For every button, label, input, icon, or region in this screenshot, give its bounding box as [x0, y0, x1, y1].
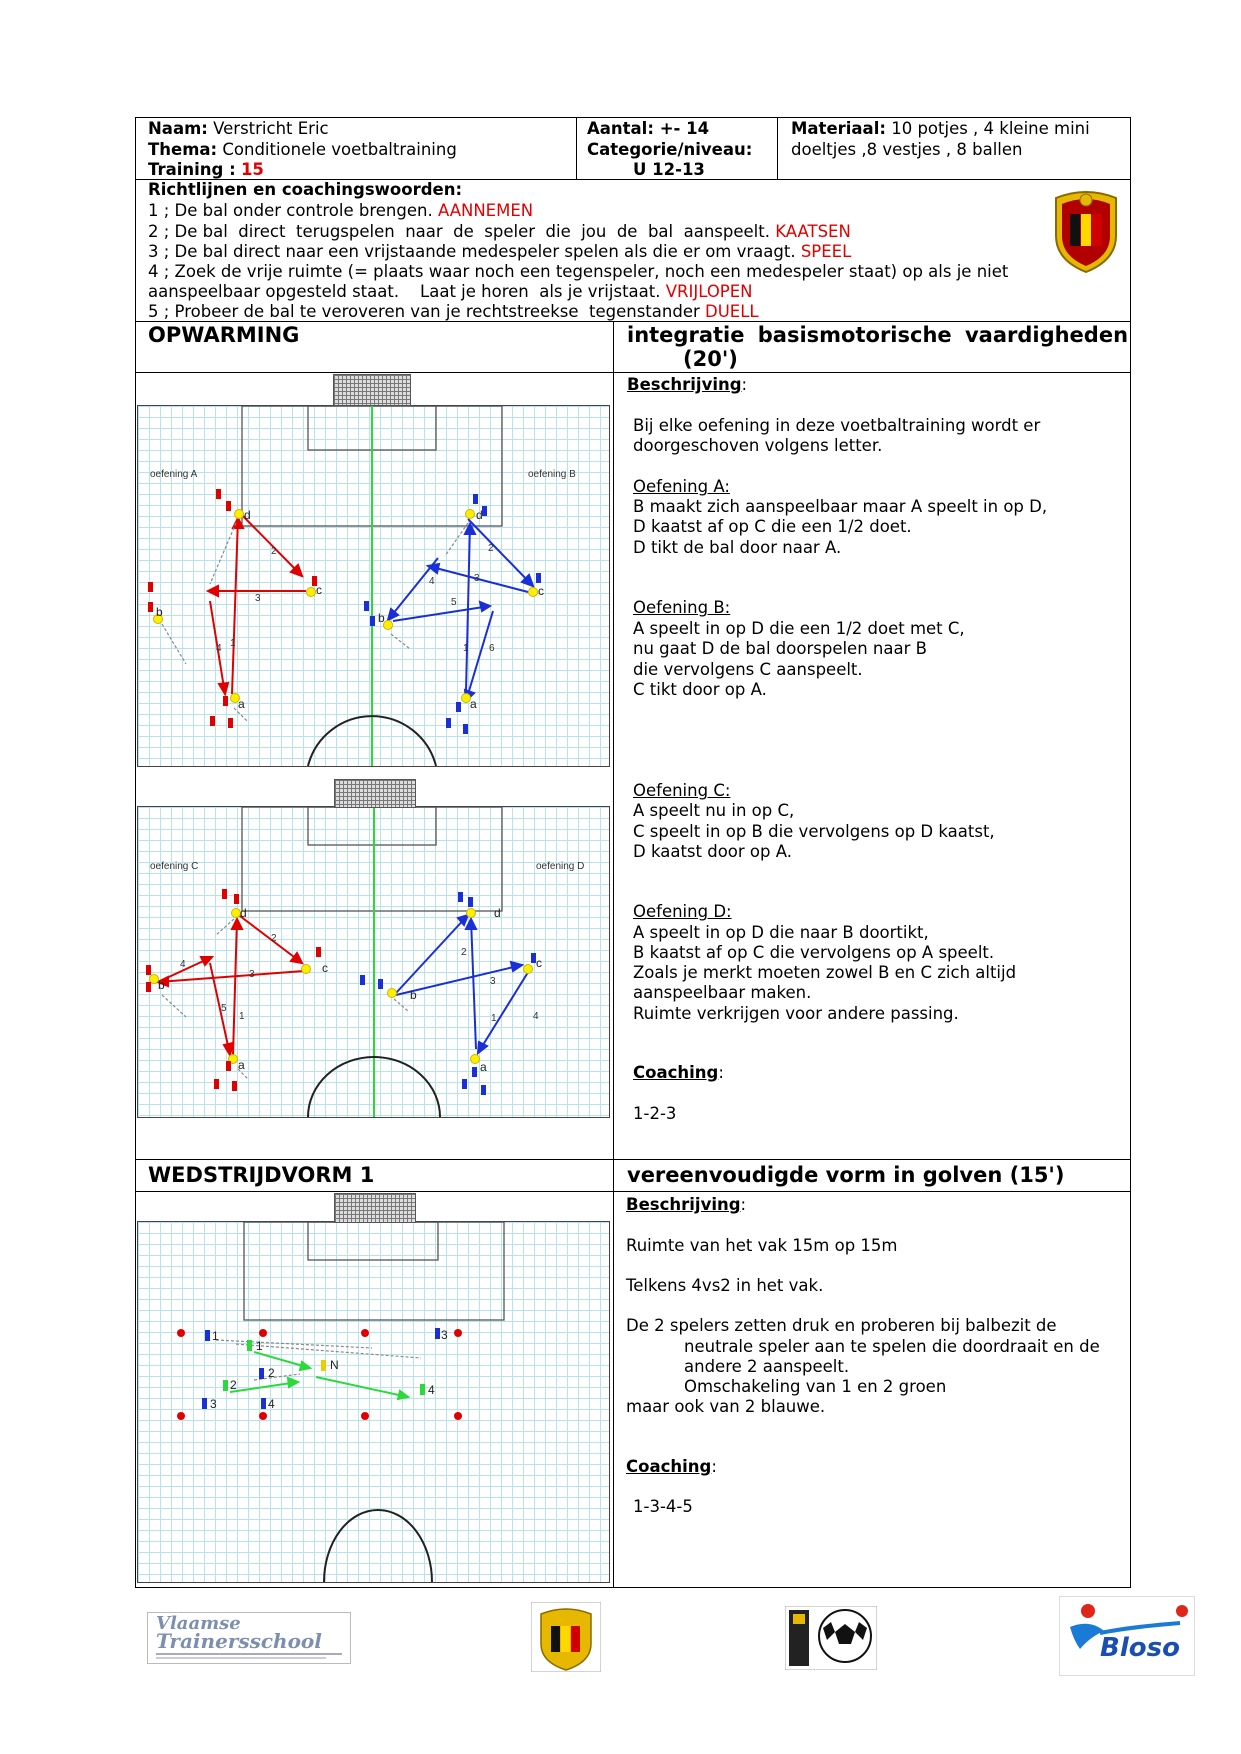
oefening-d-line-2: B kaatst af op C die vervolgens op A speelt. — [633, 943, 995, 962]
svg-text:a: a — [470, 697, 477, 711]
intro-line-2: doorgeschoven volgens letter. — [633, 436, 883, 455]
wedstrijd-line-3b: neutrale speler aan te spelen die doordraait en de — [684, 1337, 1100, 1356]
oefening-c-line-3: D kaatst door op A. — [633, 842, 792, 861]
kbvb-crest-footer-logo — [531, 1602, 601, 1672]
svg-text:4: 4 — [533, 1011, 539, 1022]
svg-text:2: 2 — [268, 1366, 275, 1380]
svg-text:b: b — [378, 611, 385, 625]
svg-text:3: 3 — [474, 573, 480, 584]
middle-column-divider — [613, 321, 614, 1588]
aantal-label: Aantal: — [587, 119, 654, 138]
svg-text:4: 4 — [268, 1397, 275, 1411]
svg-text:d: d — [494, 906, 501, 920]
richtlijn-1-text: 1 ; De bal onder controle brengen. — [148, 201, 433, 220]
naam-value: Verstricht Eric — [213, 119, 329, 138]
svg-text:d: d — [240, 906, 247, 920]
richtlijn-4b — [148, 282, 753, 302]
wedstrijd-line-3c: andere 2 aanspeelt. — [684, 1357, 850, 1376]
svg-text:4: 4 — [429, 576, 435, 587]
svg-text:3: 3 — [255, 593, 261, 604]
svg-text:a: a — [238, 697, 245, 711]
richtlijn-5-keyword: DUELL — [705, 302, 759, 321]
richtlijnen-title: Richtlijnen en coachingswoorden: — [148, 180, 463, 199]
svg-text:a: a — [238, 1058, 245, 1072]
svg-text:3: 3 — [249, 969, 255, 980]
svg-text:b: b — [158, 978, 165, 992]
oefening-b-line-2: nu gaat D de bal doorspelen naar B — [633, 639, 927, 658]
wedstrijd-top-line — [135, 1159, 1131, 1160]
svg-text:1: 1 — [256, 1339, 263, 1353]
header-divider-1 — [576, 117, 577, 179]
categorie-value: U 12-13 — [633, 160, 705, 179]
wedstrijd-line-3d: Omschakeling van 1 en 2 groen — [684, 1377, 947, 1396]
diagram1-left-label: oefening A — [150, 469, 198, 480]
svg-text:2: 2 — [271, 546, 277, 557]
coaching-label-text: Coaching — [633, 1063, 719, 1082]
oefening-b-line-1: A speelt in op D die een 1/2 doet met C, — [633, 619, 965, 638]
richtlijn-5-text: 5 ; Probeer de bal te veroveren van je rechtstreekse tegenstander — [148, 302, 700, 321]
svg-text:N: N — [330, 1358, 339, 1372]
header-divider-2 — [777, 117, 778, 179]
oefening-b-title: Oefening B: — [633, 598, 731, 617]
training-value: 15 — [240, 160, 264, 179]
logo1-line1: Vlaamse — [156, 1613, 241, 1634]
football-partner-logo — [785, 1606, 877, 1670]
svg-text:5: 5 — [451, 597, 457, 608]
svg-text:2: 2 — [488, 543, 494, 554]
svg-text:6: 6 — [489, 643, 495, 654]
svg-text:c: c — [322, 961, 328, 975]
materiaal-line1: 10 potjes , 4 kleine mini — [891, 119, 1090, 138]
oefening-b-line-3: die vervolgens C aanspeelt. — [633, 660, 863, 679]
svg-text:c: c — [538, 584, 544, 598]
thema-row — [148, 140, 457, 160]
svg-text:1: 1 — [491, 1013, 497, 1024]
wedstrijd-coaching-label: Coaching: — [626, 1457, 717, 1476]
oefening-a-title: Oefening A: — [633, 477, 730, 496]
richtlijn-3 — [148, 242, 851, 262]
svg-text:1: 1 — [212, 1329, 219, 1343]
svg-text:d: d — [244, 508, 251, 522]
goal-net-3 — [334, 1193, 416, 1223]
bloso-text: Bloso — [1100, 1633, 1180, 1663]
richtlijn-4-keyword: VRIJLOPEN — [665, 282, 753, 301]
diagram2-right-label: oefening D — [536, 861, 585, 872]
svg-text:c: c — [536, 956, 542, 970]
training-label: Training : — [148, 160, 236, 179]
svg-text:a: a — [480, 1060, 487, 1074]
richtlijn-4a: 4 ; Zoek de vrije ruimte (= plaats waar noch een tegenspeler, noch een medespeler staat) op als je niet — [148, 262, 1009, 281]
opwarming-coaching-label: Coaching: — [633, 1063, 724, 1082]
oefening-c-line-2: C speelt in op B die vervolgens op D kaatst, — [633, 822, 995, 841]
opwarming-beschrijving-label: Beschrijving: — [627, 375, 748, 394]
naam-label: Naam: — [148, 119, 208, 138]
svg-text:1: 1 — [239, 1011, 245, 1022]
wedstrijd-coaching-value: 1-3-4-5 — [633, 1497, 693, 1516]
oefening-d-line-1: A speelt in op D die naar B doortikt, — [633, 923, 929, 942]
pitch-diagram-wedstrijd — [137, 1221, 610, 1583]
oefening-d-line-3: Zoals je merkt moeten zowel B en C zich altijd — [633, 963, 1017, 982]
table-border-top — [135, 117, 1131, 118]
thema-value: Conditionele voetbaltraining — [222, 140, 457, 159]
pitch-diagram-wedstrijd-svg — [138, 1222, 609, 1582]
oefening-c-line-1: A speelt nu in op C, — [633, 801, 795, 820]
svg-text:1: 1 — [230, 638, 236, 649]
oefening-a-line-1: B maakt zich aanspeelbaar maar A speelt in op D, — [633, 497, 1048, 516]
pitch-diagram-ab — [137, 405, 610, 767]
wedstrijd-line-2: Telkens 4vs2 in het vak. — [626, 1276, 824, 1295]
cone-markers — [177, 1329, 462, 1420]
svg-text:3: 3 — [490, 976, 496, 987]
svg-text:c: c — [316, 583, 322, 597]
opwarming-subtitle-2: (20') — [683, 347, 738, 371]
materiaal-row — [791, 119, 1090, 139]
wedstrijd-line-1: Ruimte van het vak 15m op 15m — [626, 1236, 898, 1255]
categorie-label: Categorie/niveau: — [587, 140, 753, 159]
richtlijn-3-text: 3 ; De bal direct naar een vrijstaande medespeler spelen als die er om vraagt. — [148, 242, 796, 261]
oefening-d-line-5: Ruimte verkrijgen voor andere passing. — [633, 1004, 959, 1023]
richtlijn-1-keyword: AANNEMEN — [437, 201, 534, 220]
materiaal-label: Materiaal: — [791, 119, 886, 138]
thema-label: Thema: — [148, 140, 218, 159]
intro-line-1: Bij elke oefening in deze voetbaltraining wordt er — [633, 416, 1041, 435]
diagram1-right-label: oefening B — [528, 469, 576, 480]
svg-text:3: 3 — [441, 1328, 448, 1342]
svg-text:5: 5 — [221, 1003, 227, 1014]
richtlijn-3-keyword: SPEEL — [800, 242, 852, 261]
goal-net-1 — [333, 374, 411, 406]
training-row — [148, 160, 264, 180]
table-border-bottom — [135, 1587, 1131, 1588]
svg-text:2: 2 — [461, 947, 467, 958]
opwarming-subtitle-1: integratie basismotorische vaardigheden — [627, 323, 1129, 347]
table-border-right — [1130, 117, 1131, 1588]
oefening-d-title: Oefening D: — [633, 902, 732, 921]
oefening-b-line-4: C tikt door op A. — [633, 680, 767, 699]
vlaamse-trainersschool-logo — [147, 1612, 351, 1664]
svg-text:2: 2 — [271, 933, 277, 944]
opwarming-title-line — [135, 372, 1131, 373]
wedstrijdvorm-subtitle: vereenvoudigde vorm in golven (15') — [627, 1163, 1065, 1187]
pitch-diagram-ab-svg — [138, 406, 609, 766]
aantal-row — [587, 119, 709, 139]
logo1-line2: Trainersschool — [156, 1629, 322, 1653]
goal-net-2 — [334, 779, 416, 808]
wedstrijd-coaching-text: Coaching — [626, 1457, 712, 1476]
diagram2-left-label: oefening C — [150, 861, 199, 872]
opwarming-title: OPWARMING — [148, 323, 300, 347]
svg-text:2: 2 — [230, 1378, 237, 1392]
pitch-diagram-cd-svg — [138, 807, 609, 1117]
arrows-right — [388, 519, 533, 701]
richtlijn-5 — [148, 302, 759, 322]
pitch-diagram-cd — [137, 806, 610, 1118]
richtlijn-2-text: 2 ; De bal direct terugspelen naar de speler die jou de bal aanspeelt. — [148, 222, 770, 241]
wedstrijd-beschrijving-label: Beschrijving: — [626, 1195, 747, 1214]
oefening-a-line-2: D kaatst af op C die een 1/2 doet. — [633, 517, 912, 536]
materiaal-line2: doeltjes ,8 vestjes , 8 ballen — [791, 140, 1023, 159]
oefening-d-line-4: aanspeelbaar maken. — [633, 983, 812, 1002]
richtlijn-2 — [148, 222, 851, 242]
wedstrijd-title-line — [135, 1191, 1131, 1192]
wedstrijd-beschrijving-text: Beschrijving — [626, 1195, 741, 1214]
wedstrijdvorm-title: WEDSTRIJDVORM 1 — [148, 1163, 375, 1187]
table-border-left — [135, 117, 136, 1588]
wedstrijd-line-3e: maar ook van 2 blauwe. — [626, 1397, 826, 1416]
svg-text:3: 3 — [210, 1397, 217, 1411]
richtlijn-2-keyword: KAATSEN — [775, 222, 851, 241]
svg-text:4: 4 — [216, 643, 222, 654]
kbvb-crest-logo — [1048, 186, 1124, 274]
bloso-logo — [1059, 1596, 1195, 1676]
richtlijn-4b-text: aanspeelbaar opgesteld staat. Laat je horen als je vrijstaat. — [148, 282, 661, 301]
aantal-value: +- 14 — [659, 119, 710, 138]
svg-text:4: 4 — [428, 1383, 435, 1397]
beschrijving-label-text: Beschrijving — [627, 375, 742, 394]
richtlijn-1 — [148, 201, 533, 221]
oefening-c-title: Oefening C: — [633, 781, 731, 800]
oefening-a-line-3: D tikt de bal door naar A. — [633, 538, 842, 557]
svg-text:d: d — [476, 508, 483, 522]
svg-text:1: 1 — [463, 643, 469, 654]
wedstrijd-line-3a: De 2 spelers zetten druk en proberen bij balbezit de — [626, 1316, 1057, 1335]
opwarming-coaching-value: 1-2-3 — [633, 1104, 677, 1123]
svg-text:b: b — [156, 605, 163, 619]
svg-text:4: 4 — [180, 959, 186, 970]
svg-text:b: b — [410, 988, 417, 1002]
naam-row — [148, 119, 329, 139]
